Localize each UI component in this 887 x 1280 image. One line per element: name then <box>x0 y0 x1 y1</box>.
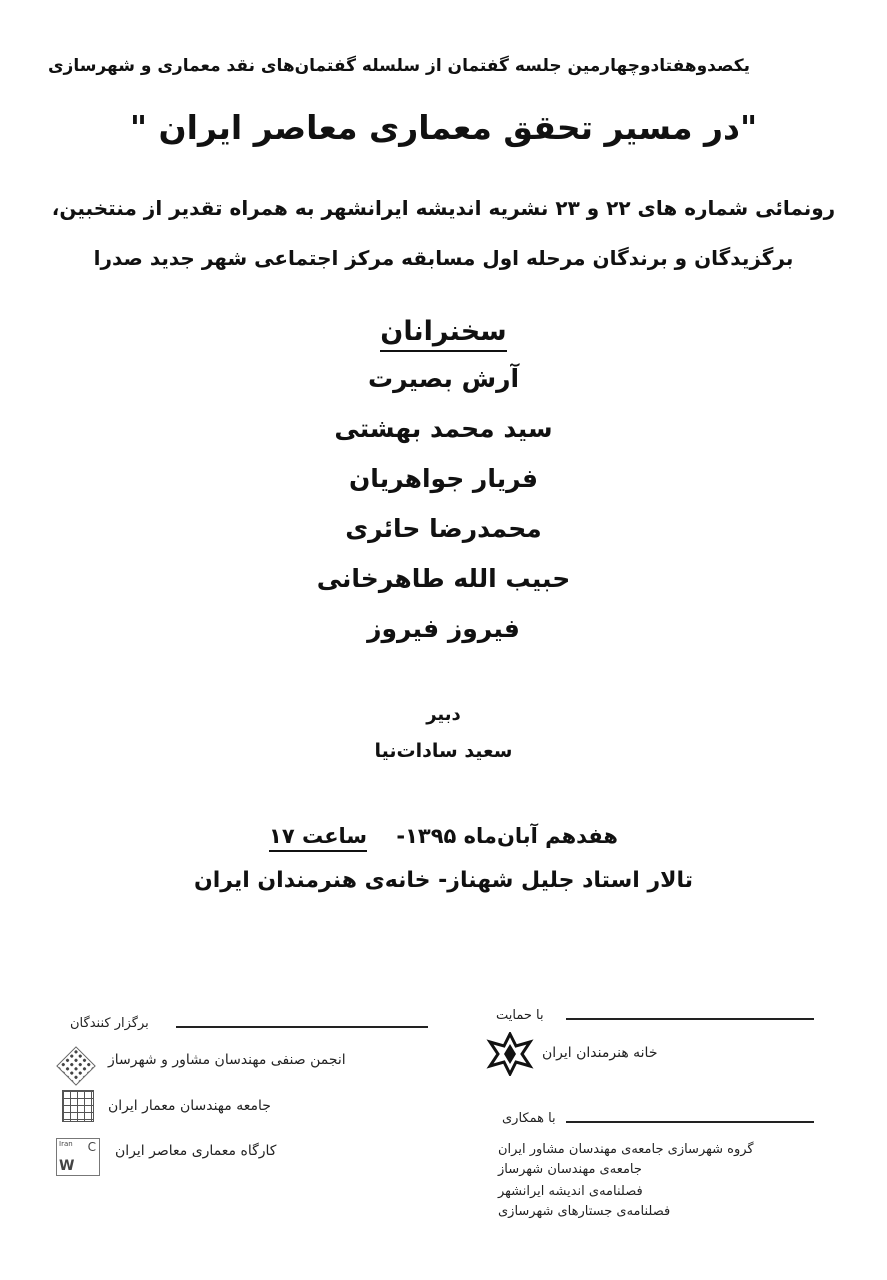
speaker-name: فیروز فیروز <box>367 614 520 643</box>
collaboration-label: با همکاری <box>502 1111 556 1126</box>
moderator-name: سعید سادات‌نیا <box>374 740 513 762</box>
speaker-name: سید محمد بهشتی <box>334 414 553 443</box>
speaker-name: فریار جواهریان <box>348 464 539 493</box>
speaker-name: محمدرضا حائری <box>345 514 542 543</box>
collaborator-name: جامعه‌ی مهندسان شهرساز <box>498 1162 642 1177</box>
collaborator-name: فصلنامه‌ی اندیشه ایرانشهر <box>498 1184 643 1199</box>
description-line-2: برگزیدگان و برندگان مرحله اول مسابقه مرکز اجتماعی شهر جدید صدرا <box>93 246 794 270</box>
date-time-line <box>0 824 887 848</box>
organizer-name: جامعه مهندسان معمار ایران <box>108 1098 271 1114</box>
collaboration-rule <box>566 1121 814 1123</box>
kargah-logo-bottom-text: W <box>59 1158 75 1174</box>
speaker-name: حبیب الله طاهرخانی <box>316 564 571 593</box>
kargah-logo-icon <box>56 1138 100 1176</box>
organizers-rule <box>176 1026 428 1028</box>
description-line-1: رونمائی شماره های ۲۲ و ۲۳ نشریه اندیشه ایرانشهر به همراه تقدیر از منتخبین، <box>51 196 836 220</box>
event-date: هفدهم آبان‌ماه ۱۳۹۵- <box>396 824 618 848</box>
kargah-logo-top-text: Iran <box>59 1140 73 1148</box>
support-name: خانه هنرمندان ایران <box>542 1045 658 1061</box>
artists-house-logo-icon <box>486 1032 534 1076</box>
speakers-heading <box>0 316 887 347</box>
diamond-dots-logo-icon <box>62 1052 90 1080</box>
event-time: ساعت ۱۷ <box>269 824 367 852</box>
moderator-label: دبیر <box>426 704 461 725</box>
event-title: "در مسیر تحقق معماری معاصر ایران " <box>129 108 758 147</box>
collaborator-name: فصلنامه‌ی جستارهای شهرسازی <box>498 1204 671 1219</box>
series-line: یکصدوهفتادوچهارمین جلسه گفتمان از سلسله گفتمان‌های نقد معماری و شهرسازی <box>47 56 750 76</box>
event-venue: تالار استاد جلیل شهناز- خانه‌ی هنرمندان ایران <box>193 868 694 893</box>
kargah-logo-corner-text: C <box>87 1140 96 1154</box>
grid-logo-icon <box>62 1090 94 1122</box>
collaborator-name: گروه شهرسازی جامعه‌ی مهندسان مشاور ایران <box>498 1142 754 1157</box>
organizer-name: انجمن صنفی مهندسان مشاور و شهرساز <box>108 1052 346 1068</box>
organizer-name: کارگاه معماری معاصر ایران <box>115 1143 277 1159</box>
organizers-label: برگزار کنندگان <box>70 1016 149 1031</box>
support-rule <box>566 1018 814 1020</box>
speaker-name: آرش بصیرت <box>367 364 520 393</box>
support-label: با حمایت <box>496 1008 544 1023</box>
speakers-heading-text: سخنرانان <box>380 316 506 352</box>
